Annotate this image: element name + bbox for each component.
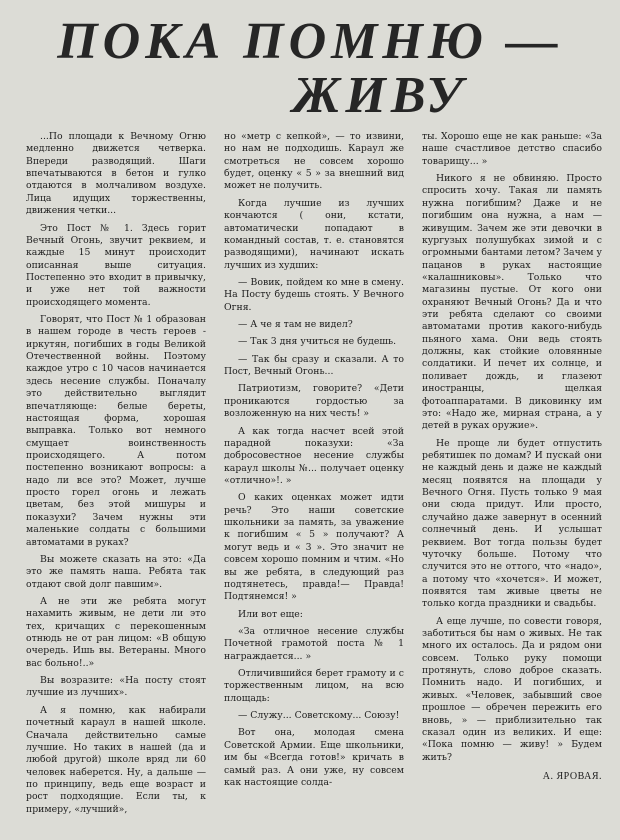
paragraph: — Вовик, пойдем ко мне в смену. На Посту будешь стоять. У Вечного Огня. [224, 276, 404, 313]
column-1 [26, 131, 206, 821]
paragraph: «За отличное несение службы Почетной грамотой поста № 1 награждается... » [224, 625, 404, 662]
paragraph: — Служу... Советскому... Союзу! [238, 710, 400, 722]
paragraph: А как тогда насчет всей этой парадной показухи: «За добросовестное несение службы караул школы №... получает оценку «отлично»!. » [224, 425, 404, 486]
headline-line-1: ПОКА ПОМНЮ — [57, 13, 563, 70]
paragraph: — Так бы сразу и сказали. А то Пост, Вечный Огонь... [224, 353, 404, 378]
author-signature: А. ЯРОВАЯ. [542, 770, 602, 782]
article-body [26, 131, 602, 821]
paragraph: Говорят, что Пост № 1 образован в нашем городе в честь героев - иркутян, погибших в годы Великой Отечественной войны. Поэтому каждое утро с 10 часов начинается здесь несение службы. Поначалу это действительно выглядит впечатляюще: белые береты, настоящая форма, хорошая выправка. Только вот немного смущает воинственность происходящего. А потом постепенно возникают вопросы: а надо ли все это? Может, лучше просто горел огонь и лежать цветам, без этой мишуры и показухи? Зачем нужны эти маленькие солдаты с большими автоматами в руках? [26, 314, 206, 548]
paragraph: А не эти же ребята могут нахамить живым, не дети ли это тех, кричащих с перекошенным отнюдь не от ран лицом: «В общую очередь. Ишь вы. Ветераны. Много вас больно!..» [26, 595, 206, 669]
paragraph: Это Пост № 1. Здесь горит Вечный Огонь, звучит реквием, и каждые 15 минут происходит описанная выше ситуация. Постепенно это входит в привычку, и уже нет той важности происходящего момента. [26, 222, 206, 308]
paragraph: Никого я не обвиняю. Просто спросить хочу. Такая ли память нужна погибшим? Даже и не погибшим она нужна, а нам — живущим. Зачем же эти девочки в кургузых полушубках зимой и с огромными бантами летом? Зачем у пацанов в руках настоящие «калашниковы». Только что магазины пустые. От кого они охраняют Вечный Огонь? Да и что эти ребята сделают со своими автоматами против какого-нибудь пьяного хама. Они ведь стоять должны, как стойкие оловянные солдатики. И печет их солнце, и поливает дождь, и глазеют иностранцы, щелкая фотоаппаратами. В диковинку им это: «Надо же, мирная страна, а у детей в руках оружие». [422, 173, 602, 432]
column-3 [422, 131, 602, 821]
paragraph: Или вот еще: [238, 608, 303, 620]
paragraph: — А че я там не видел? [238, 319, 353, 331]
paragraph: А я помню, как набирали почетный караул в нашей школе. Сначала действительно самые лучшие. Но таких в нашей (да и любой другой) школе вряд ли 60 человек наберется. Ну, а дальше — по принципу, ведь еще возраст и рост подходящие. Если ты, к примеру, «лучший», [26, 704, 206, 815]
headline-line-2: ЖИВУ [292, 67, 468, 124]
paragraph: — Так 3 дня учиться не будешь. [238, 336, 397, 348]
paragraph: Не проще ли будет отпустить ребятишек по домам? И пускай они не каждый день и даже не каждый месяц появятся на площади у Вечного Огня. Пусть только 9 мая они сюда придут. Или просто, случайно даже завернут в осенний солнечный день. И услышат реквием. Вот тогда пользы будет чуточку больше. Потому что случится это не оттого, что «надо», а потому что «хочется». И может, появятся там живые цветы не только когда праздники и свадьбы. [422, 437, 602, 610]
paragraph: А еще лучше, по совести говоря, заботиться бы нам о живых. Не так много их осталось. Да и рядом они совсем. Только руку помощи протянуть, слово доброе сказать. Помнить надо. И погибших, и живых. «Человек, забывший свое прошлое — обречен пережить его вновь, » — приблизительно так сказал один из великих. И еще: «Пока помню — живу! » Будем жить? [422, 615, 602, 763]
paragraph: ты. Хорошо еще не как раньше: «За наше счастливое детство спасибо товарищу... » [422, 131, 602, 167]
paragraph: Вы возразите: «На посту стоят лучшие из лучших». [26, 675, 206, 699]
paragraph: ...По площади к Вечному Огню медленно движется четверка. Впереди разводящий. Шаги впечатываются в бетон и гулко отдаются в молчаливом воздухе. Лица идущих торжественны, движения четки... [26, 131, 206, 217]
paragraph: Патриотизм, говорите? «Дети проникаются гордостью за возложенную на них честь! » [224, 383, 404, 420]
paragraph: Когда лучшие из лучших кончаются ( они, кстати, автоматически попадают в командный состав, т. е. становятся разводящими), начинают искать лучших из худших: [224, 197, 404, 271]
paragraph: но «метр с кепкой», — то извини, но нам не подходишь. Караул же смотреться не совсем хорошо будет, оценку « 5 » за внешний вид может не получить. [224, 131, 404, 192]
column-2 [224, 131, 404, 821]
paragraph: О каких оценках может идти речь? Это наши советские школьники за память, за уважение к погибшим « 5 » получают? А могут ведь и « 3 ». Это значит не совсем хорошо помним и чтим. «Но вы же ребята, в следующий раз подтянетесь, правда!— Правда! Подтянемся! » [224, 492, 404, 603]
paragraph: Отличившийся берет грамоту и с торжественным лицом, на всю площадь: [224, 668, 404, 704]
paragraph: Вот она, молодая смена Советской Армии. Еще школьники, им бы «Всегда готов!» кричать в самый раз. А они уже, ну совсем как настоящие солда- [224, 727, 404, 788]
paragraph: Вы можете сказать на это: «Да это же память наша. Ребята так отдают свой долг павшим». [26, 553, 206, 590]
